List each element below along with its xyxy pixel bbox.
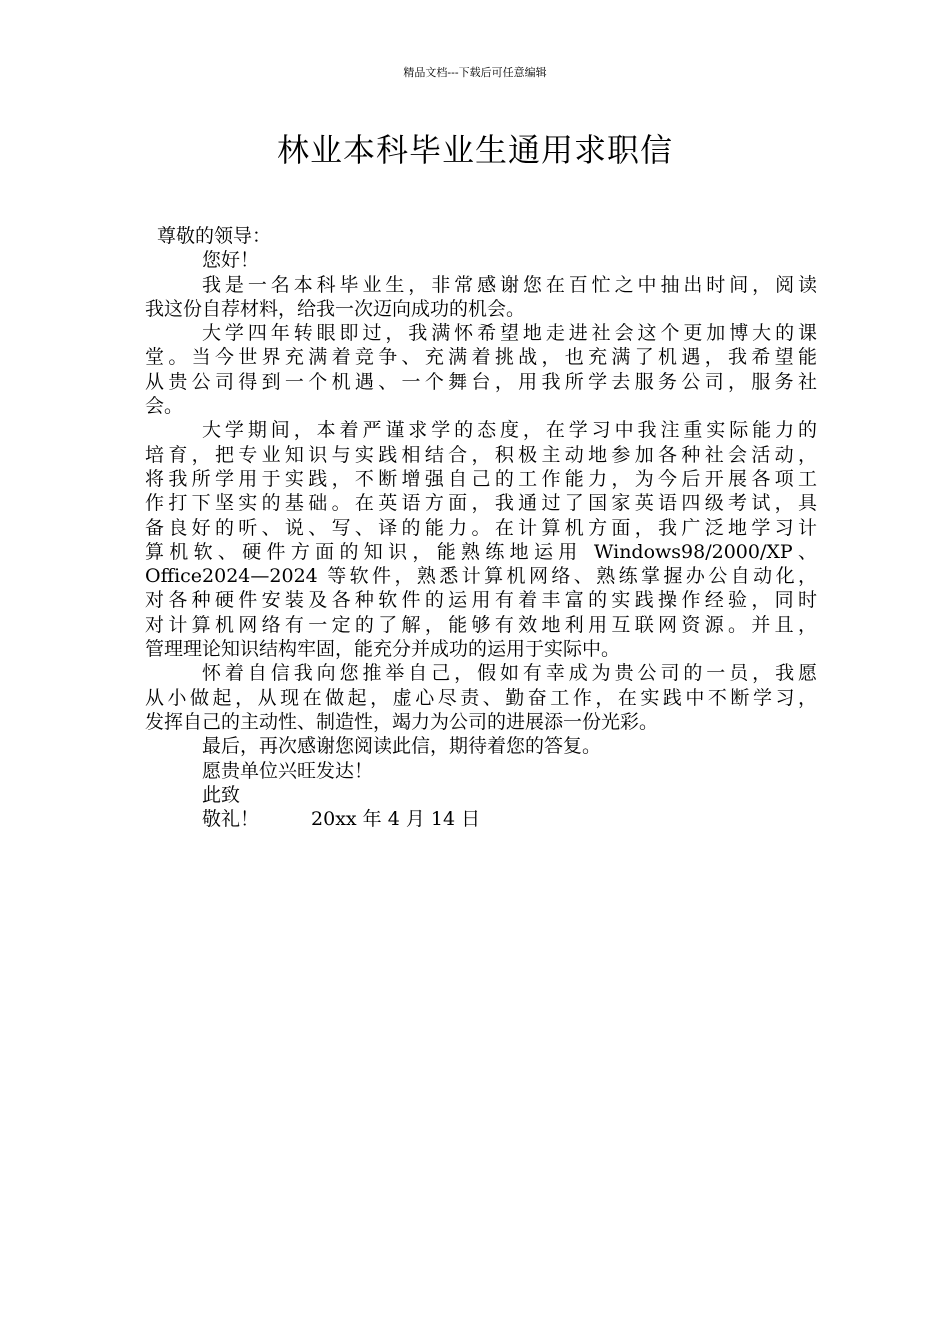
- closing-wish: 愿贵单位兴旺发达！: [202, 759, 374, 782]
- paragraph-3-line-5: 备良好的听、说、写、译的能力。在计算机方面，我广泛地学习计: [145, 516, 817, 539]
- salutation: 尊敬的领导：: [157, 225, 272, 247]
- paragraph-3-line-2: 培育，把专业知识与实践相结合，积极主动地参加各种社会活动，: [145, 443, 817, 466]
- paragraph-4-line-3: 发挥自己的主动性、制造性，竭力为公司的进展添一份光彩。: [145, 710, 659, 733]
- paragraph-2-line-1: 大学四年转眼即过，我满怀希望地走进社会这个更加博大的课: [202, 322, 817, 345]
- paragraph-4-line-1: 怀着自信我向您推举自己，假如有幸成为贵公司的一员，我愿: [202, 662, 817, 685]
- regards: 敬礼！: [202, 808, 260, 831]
- paragraph-3-line-7: Office2024—2024 等软件，熟悉计算机网络、熟练掌握办公自动化，: [145, 565, 817, 588]
- paragraph-2-line-3: 从贵公司得到一个机遇、一个舞台，用我所学去服务公司，服务社: [145, 370, 817, 393]
- letter-date: 20xx 年 4 月 14 日: [311, 808, 481, 831]
- page-header-note: 精品文档---下载后可任意编辑: [403, 66, 547, 79]
- paragraph-3-line-9: 对计算机网络有一定的了解，能够有效地利用互联网资源。并且，: [145, 613, 817, 636]
- page-title: 林业本科毕业生通用求职信: [276, 131, 673, 169]
- paragraph-3-line-4: 作打下坚实的基础。在英语方面，我通过了国家英语四级考试，具: [145, 492, 817, 515]
- paragraph-3-line-10: 管理理论知识结构牢固，能充分并成功的运用于实际中。: [145, 638, 621, 661]
- paragraph-1-line-2: 我这份自荐材料，给我一次迈向成功的机会。: [145, 297, 526, 320]
- regards-and-date: [145, 807, 817, 831]
- paragraph-3-line-1: 大学期间，本着严谨求学的态度，在学习中我注重实际能力的: [202, 419, 817, 442]
- paragraph-4-line-2: 从小做起，从现在做起，虚心尽责、勤奋工作，在实践中不断学习，: [145, 686, 817, 709]
- paragraph-3-line-8: 对各种硬件安装及各种软件的运用有着丰富的实践操作经验，同时: [145, 589, 817, 612]
- letter-body: [145, 224, 817, 831]
- greeting: 您好！: [202, 249, 260, 272]
- paragraph-2-line-2: 堂。当今世界充满着竞争、充满着挑战，也充满了机遇，我希望能: [145, 346, 817, 369]
- closing-cizhi: 此致: [202, 783, 241, 806]
- closing-thanks: 最后，再次感谢您阅读此信，期待着您的答复。: [202, 735, 602, 758]
- paragraph-1-line-1: 我是一名本科毕业生，非常感谢您在百忙之中抽出时间，阅读: [202, 273, 817, 296]
- paragraph-3-line-3: 将我所学用于实践，不断增强自己的工作能力，为今后开展各项工: [145, 467, 817, 490]
- paragraph-3-line-6: 算机软、硬件方面的知识，能熟练地运用 Windows98/2000/XP、: [145, 540, 817, 563]
- paragraph-2-line-4: 会。: [145, 395, 184, 418]
